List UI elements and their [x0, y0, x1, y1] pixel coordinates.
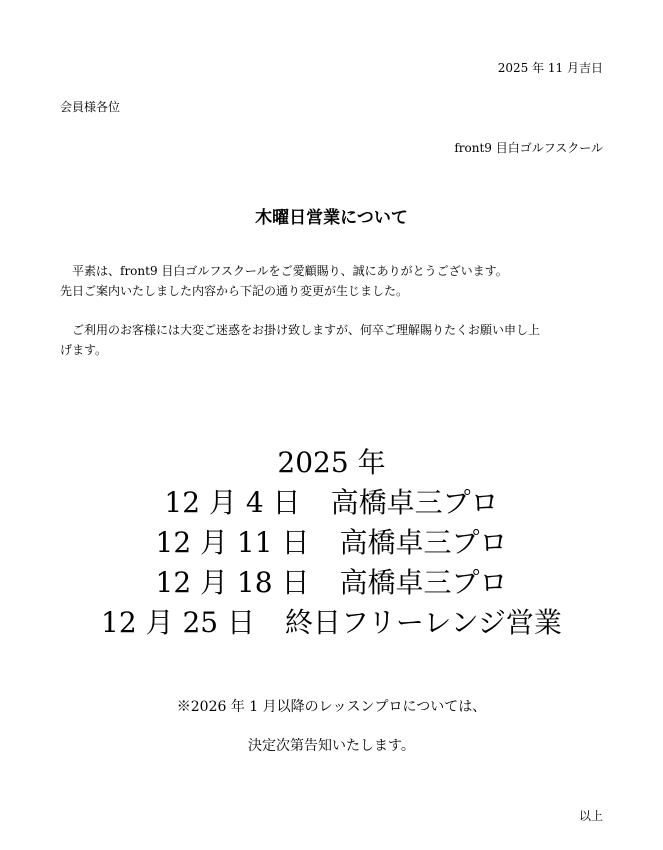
schedule-entry-date: 12 月 4 日: [164, 486, 301, 519]
schedule-entry: [0, 483, 663, 523]
schedule-entry-description: 高橋卓三プロ: [339, 526, 508, 559]
closing-word: 以上: [578, 809, 603, 823]
schedule-entry: [0, 523, 663, 563]
schedule-entry-description: 高橋卓三プロ: [330, 486, 499, 519]
note-line-2: 決定次第告知いたします。: [248, 738, 415, 754]
issue-date: 2025 年 11 月吉日: [497, 61, 603, 75]
schedule-entry-date: 12 月 25 日: [101, 606, 256, 639]
schedule-entry-date: 12 月 11 日: [155, 526, 310, 559]
document-title: 木曜日営業について: [255, 208, 408, 228]
addressee: 会員様各位: [60, 100, 121, 114]
schedule-entry-date: 12 月 18 日: [155, 566, 310, 599]
schedule-entry: [0, 563, 663, 603]
apology-line-2: げます。: [60, 343, 108, 357]
schedule-year: 2025 年: [277, 446, 386, 479]
greeting-paragraph: [60, 261, 605, 301]
apology-line-1: ご利用のお客様には大変ご迷惑をお掛け致しますが、何卒ご理解賜りたくお願い申し上: [72, 323, 541, 337]
greeting-line-1: 平素は、front9 目白ゴルフスクールをご愛顧賜り、誠にありがとうございます。: [72, 264, 508, 278]
sender-name: front9 目白ゴルフスクール: [454, 141, 603, 155]
schedule-entry-description: 高橋卓三プロ: [339, 566, 508, 599]
apology-paragraph: [60, 320, 605, 360]
schedule-entry: [0, 603, 663, 643]
schedule-block: [0, 443, 663, 643]
note-line-1: ※2026 年 1 月以降のレッスンプロについては、: [176, 699, 487, 715]
schedule-entry-description: 終日フリーレンジ営業: [285, 606, 562, 639]
greeting-line-2: 先日ご案内いたしました内容から下記の通り変更が生じました。: [60, 284, 409, 298]
